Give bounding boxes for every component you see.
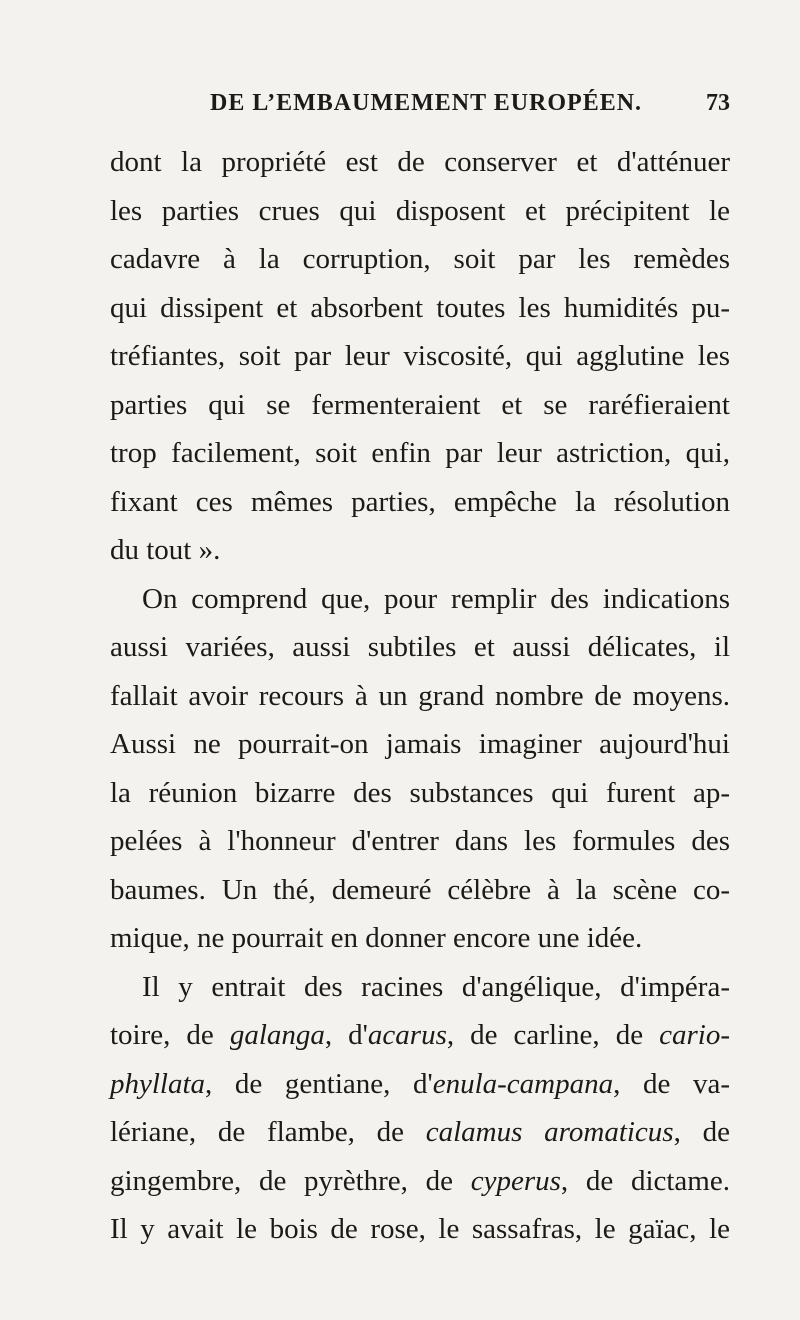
text-line: toire, de galanga, d'acarus, de carline, de cario- — [110, 1019, 730, 1051]
text-line: trop facilement, soit enfin par leur astriction, qui, — [110, 437, 730, 469]
text-line: On comprend que, pour remplir des indications — [142, 582, 730, 615]
text-line: qui dissipent et absorbent toutes les humidités pu- — [110, 291, 730, 324]
text-line: fallait avoir recours à un grand nombre de moyens. — [110, 679, 730, 712]
page-header — [110, 90, 730, 124]
text-line: Il y entrait des racines d'angélique, d'impéra- — [142, 970, 730, 1003]
text-line: Il y avait le bois de rose, le sassafras, le gaïac, le — [110, 1213, 730, 1245]
text-line: parties qui se fermenteraient et se raréfieraient — [110, 388, 730, 421]
text-line: gingembre, de pyrèthre, de cyperus, de dictame. — [110, 1164, 730, 1197]
page-number: 73 — [706, 90, 730, 116]
text-line: baumes. Un thé, demeuré célèbre à la scène co- — [110, 873, 730, 906]
text-line: du tout ». — [110, 534, 221, 566]
text-line: tréfiantes, soit par leur viscosité, qui agglutine les — [110, 340, 730, 372]
body-text — [110, 138, 730, 1254]
running-title: DE L’EMBAUMEMENT EUROPÉEN. — [210, 90, 643, 116]
text-line: phyllata, de gentiane, d'enula-campana, de va- — [110, 1067, 731, 1100]
text-line: pelées à l'honneur d'entrer dans les formules des — [110, 825, 730, 857]
text-line: aussi variées, aussi subtiles et aussi délicates, il — [110, 631, 730, 663]
text-line: cadavre à la corruption, soit par les remèdes — [110, 243, 730, 275]
text-line: dont la propriété est de conserver et d'atténuer — [110, 146, 730, 178]
text-line: la réunion bizarre des substances qui furent ap- — [110, 776, 730, 809]
text-line: mique, ne pourrait en donner encore une idée. — [110, 922, 643, 954]
text-line: les parties crues qui disposent et précipitent le — [110, 194, 730, 227]
plain-lines — [110, 138, 730, 1011]
text-line: fixant ces mêmes parties, empêche la résolution — [110, 485, 730, 518]
text-line: Aussi ne pourrait-on jamais imaginer aujourd'hui — [110, 728, 730, 760]
text-line: lériane, de flambe, de calamus aromaticus, de — [110, 1116, 730, 1148]
